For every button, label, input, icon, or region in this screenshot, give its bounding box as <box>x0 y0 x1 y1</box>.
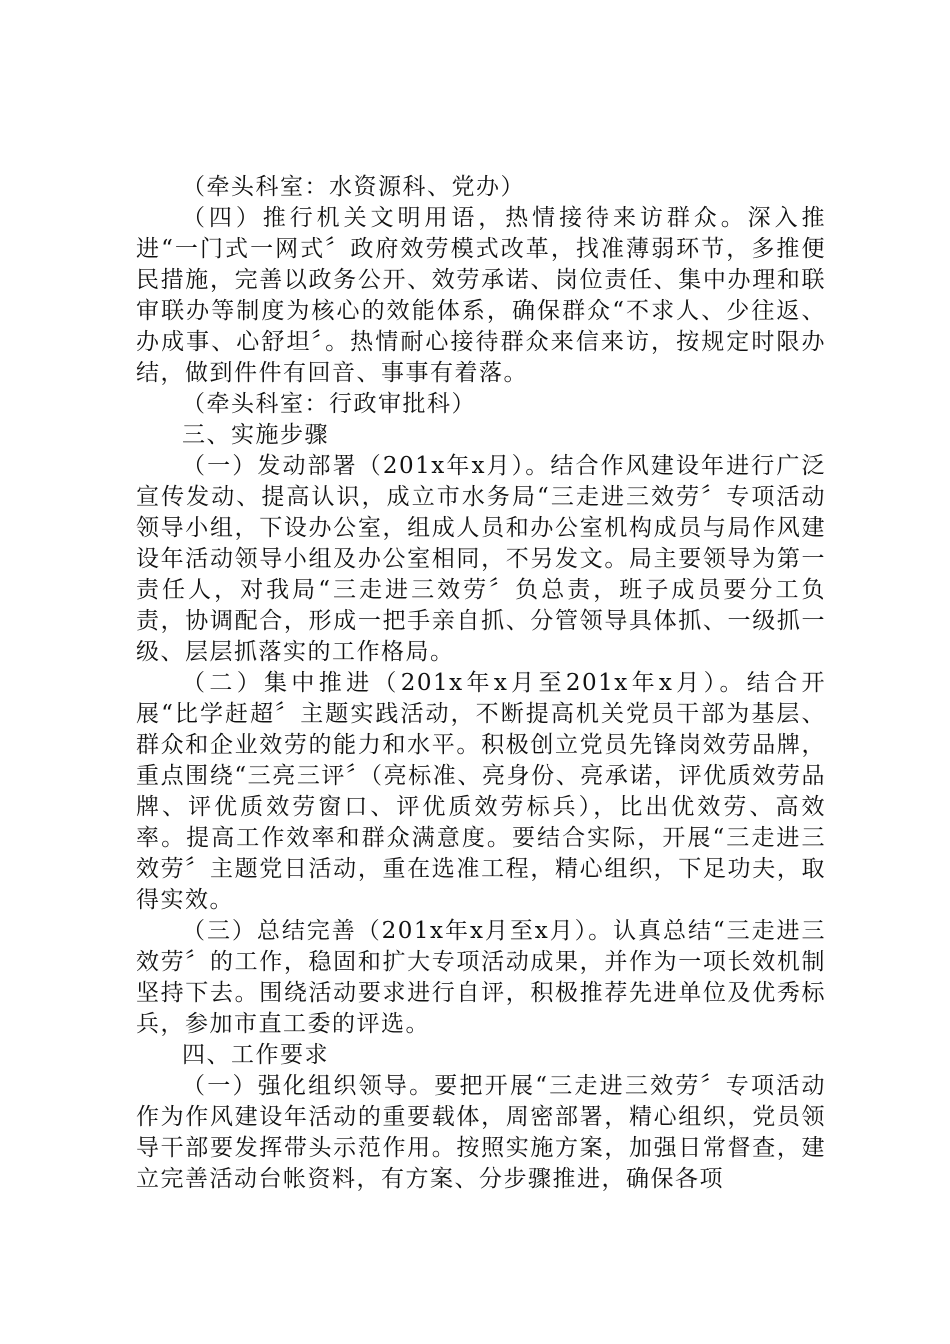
paragraph-concentrated-advance: （二）集中推进（201x年x月至201x年x月）。结合开展“比学赶超〞主题实践活动，不断提高机关党员干部为基层、群众和企业效劳的能力和水平。积极创立党员先锋岗效劳品牌，重点围绕“三亮三评〞（亮标准、亮身份、亮承诺，评优质效劳品牌、评优质效劳窗口、评优质效劳标兵），比出优效劳、高效率。提高工作效率和群众满意度。要结合实际，开展“三走进三效劳〞主题党日活动，重在选准工程，精心组织，下足功夫，取得实效。 <box>136 670 826 913</box>
paragraph-lead-department-approval: （牵头科室：行政审批科） <box>182 391 476 417</box>
paragraph-lead-department-water: （牵头科室：水资源科、党办） <box>182 174 525 200</box>
document-body <box>136 172 826 1195</box>
paragraph-civil-language: （四）推行机关文明用语，热情接待来访群众。深入推进“一门式一网式〞政府效劳模式改革，找准薄弱环节，多推便民措施，完善以政务公开、效劳承诺、岗位责任、集中办理和联审联办等制度为核心的效能体系，确保群众“不求人、少往返、办成事、心舒坦〞。热情耐心接待群众来信来访，按规定时限办结，做到件件有回音、事事有着落。 <box>136 205 826 386</box>
section-heading-work-requirements: 四、工作要求 <box>182 1042 329 1068</box>
section-heading-implementation-steps: 三、实施步骤 <box>182 422 329 448</box>
paragraph-summarize-improve: （三）总结完善（201x年x月至x月）。认真总结“三走进三效劳〞的工作，稳固和扩大专项活动成果，并作为一项长效机制坚持下去。围绕活动要求进行自评，积极推荐先进单位及优秀标兵，参加市直工委的评选。 <box>136 918 826 1037</box>
paragraph-strengthen-leadership: （一）强化组织领导。要把开展“三走进三效劳〞专项活动作为作风建设年活动的重要载体，周密部署，精心组织，党员领导干部要发挥带头示范作用。按照实施方案，加强日常督查，建立完善活动台帐资料，有方案、分步骤推进，确保各项 <box>136 1073 826 1192</box>
paragraph-mobilize-deploy: （一）发动部署（201x年x月）。结合作风建设年进行广泛宣传发动、提高认识，成立市水务局“三走进三效劳〞专项活动领导小组，下设办公室，组成人员和办公室机构成员与局作风建设年活动领导小组及办公室相同，不另发文。局主要领导为第一责任人，对我局“三走进三效劳〞负总责，班子成员要分工负责，协调配合，形成一把手亲自抓、分管领导具体抓、一级抓一级、层层抓落实的工作格局。 <box>136 453 826 665</box>
